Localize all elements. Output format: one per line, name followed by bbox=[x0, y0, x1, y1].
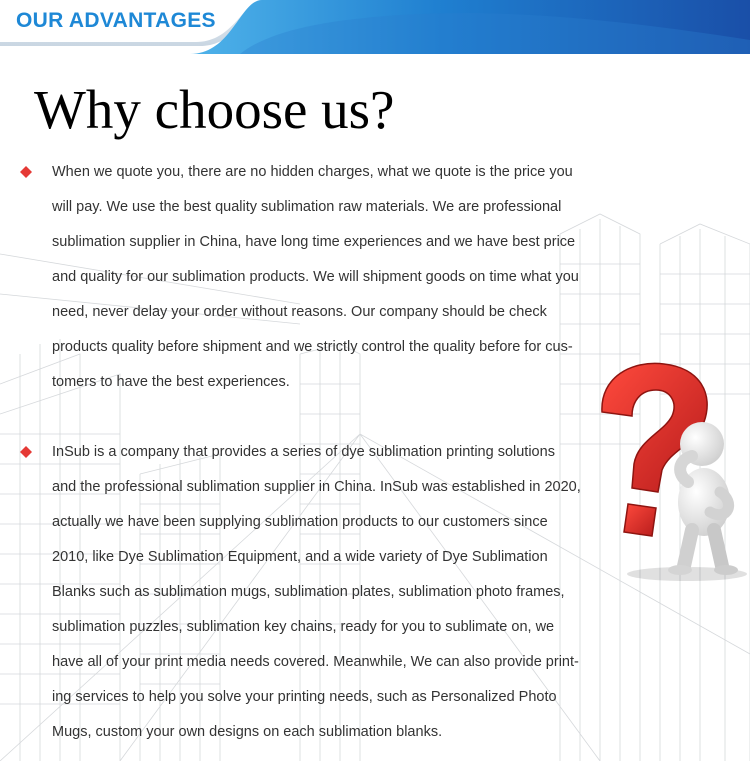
text-line: sublimation supplier in China, have long time experiences and we have best price bbox=[52, 234, 576, 250]
text-line: have all of your print media needs covered. Meanwhile, We can also provide print- bbox=[52, 654, 579, 670]
text-line: When we quote you, there are no hidden charges, what we quote is the price you bbox=[52, 164, 573, 180]
paragraph-company bbox=[52, 435, 608, 750]
text-line: Blanks such as sublimation mugs, sublimation plates, sublimation photo frames, bbox=[52, 584, 565, 600]
text-line: and the professional sublimation supplier in China. InSub was established in 2020, bbox=[52, 479, 581, 495]
text-line: actually we have been supplying sublimation products to our customers since bbox=[52, 514, 548, 530]
red-diamond-bullet-icon bbox=[20, 446, 32, 458]
text-line: products quality before shipment and we strictly control the quality before for cus- bbox=[52, 339, 573, 355]
section-banner bbox=[0, 0, 750, 54]
text-line: sublimation puzzles, sublimation key chains, ready for you to sublimate on, we bbox=[52, 619, 555, 635]
text-line: InSub is a company that provides a series of dye sublimation printing solutions bbox=[52, 444, 555, 460]
text-line: tomers to have the best experiences. bbox=[52, 374, 290, 390]
thinking-person-question-mark-icon bbox=[592, 352, 750, 582]
page-heading: Why choose us? bbox=[34, 79, 395, 140]
paragraph-pricing bbox=[52, 155, 608, 400]
text-line: Mugs, custom your own designs on each sublimation blanks. bbox=[52, 724, 443, 740]
text-line: and quality for our sublimation products. We will shipment goods on time what you bbox=[52, 269, 579, 285]
red-diamond-bullet-icon bbox=[20, 166, 32, 178]
text-line: will pay. We use the best quality sublimation raw materials. We are professional bbox=[52, 199, 562, 215]
text-line: ing services to help you solve your printing needs, such as Personalized Photo bbox=[52, 689, 557, 705]
text-line: need, never delay your order without reasons. Our company should be check bbox=[52, 304, 547, 320]
banner-title: OUR ADVANTAGES bbox=[16, 9, 216, 32]
text-line: 2010, like Dye Sublimation Equipment, and a wide variety of Dye Sublimation bbox=[52, 549, 548, 565]
